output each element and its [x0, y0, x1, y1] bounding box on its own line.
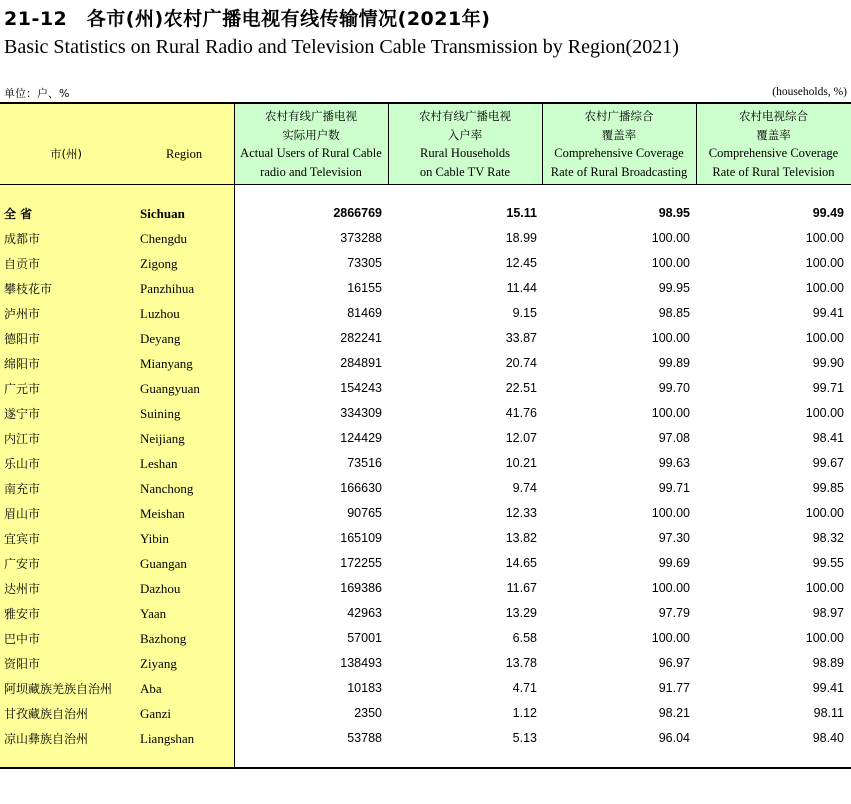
tv-coverage-value: 99.55: [812, 556, 844, 570]
cable-rate-value: 13.78: [505, 656, 537, 670]
region-name-en: Panzhihua: [140, 281, 195, 296]
tv-coverage-value: 100.00: [805, 506, 844, 520]
table-row: [0, 552, 851, 577]
header-line: 覆盖率: [601, 127, 637, 142]
actual-users-value: 334309: [340, 406, 382, 420]
region-name-cn: 宜宾市: [4, 532, 41, 546]
tv-coverage-value: 99.71: [812, 381, 844, 395]
header-line: Comprehensive Coverage: [708, 146, 839, 161]
table-row: [0, 677, 851, 702]
tv-coverage-value: 100.00: [805, 631, 844, 645]
region-name-cn: 遂宁市: [4, 407, 41, 421]
table-row: [0, 452, 851, 477]
header-line: 入户率: [447, 127, 483, 142]
cable-rate-value: 5.13: [512, 731, 537, 745]
region-name-cn: 成都市: [4, 232, 41, 246]
table-row: [0, 502, 851, 527]
broadcast-coverage-value: 96.97: [658, 656, 690, 670]
table-row: [0, 577, 851, 602]
actual-users-value: 90765: [347, 506, 382, 520]
header-broadcast-coverage: [542, 105, 696, 183]
table-row: [0, 702, 851, 727]
region-name-en: Zigong: [140, 256, 178, 271]
cable-rate-value: 11.44: [506, 281, 537, 295]
region-name-en: Sichuan: [140, 206, 185, 221]
header-line: Comprehensive Coverage: [554, 146, 684, 161]
region-name-cn: 自贡市: [4, 257, 41, 271]
tv-coverage-value: 100.00: [805, 231, 844, 245]
cable-rate-value: 1.12: [512, 706, 537, 720]
header-line: Actual Users of Rural Cable: [240, 146, 382, 161]
tv-coverage-value: 100.00: [805, 331, 844, 345]
region-name-cn: 资阳市: [4, 657, 41, 671]
tv-coverage-value: 99.49: [812, 206, 844, 220]
tv-coverage-value: 99.85: [812, 481, 844, 495]
header-line: 覆盖率: [756, 127, 791, 142]
region-name-cn: 雅安市: [4, 607, 41, 621]
broadcast-coverage-value: 100.00: [651, 256, 690, 270]
header-line: 农村广播综合: [584, 109, 654, 124]
broadcast-coverage-value: 100.00: [651, 231, 690, 245]
region-name-en: Luzhou: [140, 306, 180, 321]
actual-users-value: 154243: [340, 381, 382, 395]
region-name-en: Ganzi: [140, 706, 172, 721]
region-name-cn: 达州市: [4, 582, 41, 596]
header-line: 农村有线广播电视: [419, 109, 511, 124]
region-name-cn: 泸州市: [4, 307, 41, 321]
header-line: radio and Television: [260, 164, 362, 179]
actual-users-value: 172255: [340, 556, 382, 570]
cable-rate-value: 33.87: [505, 331, 537, 345]
broadcast-coverage-value: 100.00: [651, 331, 690, 345]
tv-coverage-value: 99.41: [812, 306, 844, 320]
table-row: [0, 352, 851, 377]
header-cable-rate: [388, 105, 542, 183]
tv-coverage-value: 99.90: [812, 356, 844, 370]
region-name-cn: 凉山彝族自治州: [4, 732, 89, 746]
region-name-en: Neijiang: [140, 431, 185, 446]
table-row: [0, 727, 851, 752]
actual-users-value: 53788: [347, 731, 382, 745]
table-row: [0, 527, 851, 552]
actual-users-value: 81469: [347, 306, 382, 320]
table-row-total: [0, 202, 851, 227]
broadcast-coverage-value: 99.69: [658, 556, 690, 570]
actual-users-value: 42963: [347, 606, 382, 620]
header-line: Rate of Rural Television: [712, 164, 835, 179]
tv-coverage-value: 98.97: [812, 606, 844, 620]
actual-users-value: 373288: [340, 231, 382, 245]
actual-users-value: 166630: [340, 481, 382, 495]
header-region-en: Region: [166, 147, 203, 161]
table-row: [0, 652, 851, 677]
actual-users-value: 169386: [340, 581, 382, 595]
region-name-en: Guangyuan: [140, 381, 200, 396]
broadcast-coverage-value: 99.71: [658, 481, 690, 495]
actual-users-value: 2866769: [333, 206, 382, 220]
cable-rate-value: 9.15: [512, 306, 537, 320]
cable-rate-value: 4.71: [512, 681, 537, 695]
broadcast-coverage-value: 99.95: [658, 281, 690, 295]
table-row: [0, 302, 851, 327]
region-name-cn: 阿坝藏族羌族自治州: [4, 682, 113, 696]
unit-label-cn: 单位：户、%: [4, 87, 70, 100]
region-name-cn: 德阳市: [4, 332, 41, 346]
header-bottom-rule: [0, 184, 851, 185]
broadcast-coverage-value: 99.70: [658, 381, 690, 395]
region-name-cn: 广元市: [4, 382, 41, 396]
region-name-en: Aba: [140, 681, 162, 696]
broadcast-coverage-value: 100.00: [651, 631, 690, 645]
cable-rate-value: 9.74: [512, 481, 537, 495]
broadcast-coverage-value: 91.77: [658, 681, 690, 695]
region-name-cn: 全 省: [4, 207, 33, 221]
broadcast-coverage-value: 97.08: [658, 431, 690, 445]
cable-rate-value: 41.76: [505, 406, 537, 420]
actual-users-value: 10183: [347, 681, 382, 695]
region-name-en: Nanchong: [140, 481, 194, 496]
broadcast-coverage-value: 97.79: [658, 606, 690, 620]
table-row: [0, 227, 851, 252]
region-name-en: Dazhou: [140, 581, 181, 596]
cable-rate-value: 13.29: [505, 606, 537, 620]
table-row: [0, 602, 851, 627]
tv-coverage-value: 98.32: [812, 531, 844, 545]
broadcast-coverage-value: 96.04: [658, 731, 690, 745]
region-name-en: Yibin: [140, 531, 169, 546]
broadcast-coverage-value: 100.00: [651, 406, 690, 420]
tv-coverage-value: 100.00: [805, 406, 844, 420]
region-name-en: Ziyang: [140, 656, 177, 671]
tv-coverage-value: 98.11: [813, 706, 844, 720]
region-name-en: Leshan: [140, 456, 178, 471]
tv-coverage-value: 98.89: [812, 656, 844, 670]
cable-rate-value: 14.65: [505, 556, 537, 570]
region-name-en: Liangshan: [140, 731, 195, 746]
table-body: [0, 202, 851, 752]
unit-label-en: (households, %): [772, 86, 847, 98]
table-row: [0, 327, 851, 352]
broadcast-coverage-value: 99.63: [658, 456, 690, 470]
broadcast-coverage-value: 98.95: [658, 206, 690, 220]
header-line: 农村有线广播电视: [265, 109, 357, 124]
tv-coverage-value: 98.40: [812, 731, 844, 745]
region-name-cn: 甘孜藏族自治州: [4, 707, 89, 721]
region-name-en: Chengdu: [140, 231, 187, 246]
actual-users-value: 124429: [340, 431, 382, 445]
region-name-cn: 眉山市: [4, 507, 41, 521]
actual-users-value: 282241: [340, 331, 382, 345]
cable-rate-value: 15.11: [506, 206, 537, 220]
broadcast-coverage-value: 97.30: [658, 531, 690, 545]
actual-users-value: 165109: [340, 531, 382, 545]
header-line: 农村电视综合: [739, 109, 808, 124]
header-city-cn: 市(州): [50, 147, 82, 161]
region-name-cn: 攀枝花市: [4, 282, 53, 296]
table-title-en: Basic Statistics on Rural Radio and Television Cable Transmission by Region(2021): [4, 36, 679, 58]
cable-rate-value: 12.45: [505, 256, 537, 270]
broadcast-coverage-value: 100.00: [651, 506, 690, 520]
region-name-en: Meishan: [140, 506, 185, 521]
header-line: on Cable TV Rate: [419, 164, 511, 179]
cable-rate-value: 6.58: [512, 631, 537, 645]
region-name-en: Mianyang: [140, 356, 193, 371]
actual-users-value: 16155: [347, 281, 382, 295]
table-row: [0, 627, 851, 652]
actual-users-value: 138493: [340, 656, 382, 670]
broadcast-coverage-value: 98.21: [658, 706, 690, 720]
actual-users-value: 284891: [340, 356, 382, 370]
actual-users-value: 57001: [347, 631, 382, 645]
region-name-cn: 内江市: [4, 432, 41, 446]
header-line: Rate of Rural Broadcasting: [550, 164, 688, 179]
tv-coverage-value: 98.41: [812, 431, 844, 445]
table-row: [0, 427, 851, 452]
region-name-cn: 广安市: [4, 557, 41, 571]
cable-rate-value: 20.74: [505, 356, 537, 370]
table-row: [0, 277, 851, 302]
header-actual-users: [234, 105, 388, 183]
region-name-en: Guangan: [140, 556, 187, 571]
broadcast-coverage-value: 98.85: [658, 306, 690, 320]
table-row: [0, 252, 851, 277]
actual-users-value: 73305: [347, 256, 382, 270]
region-name-cn: 巴中市: [4, 632, 41, 646]
cable-rate-value: 12.07: [505, 431, 537, 445]
cable-rate-value: 11.67: [506, 581, 537, 595]
actual-users-value: 2350: [354, 706, 382, 720]
tv-coverage-value: 100.00: [805, 581, 844, 595]
table-row: [0, 377, 851, 402]
cable-rate-value: 10.21: [505, 456, 537, 470]
header-line: 实际用户数: [282, 127, 340, 142]
tv-coverage-value: 100.00: [805, 281, 844, 295]
region-name-en: Yaan: [140, 606, 167, 621]
header-line: Rural Households: [420, 146, 510, 161]
cable-rate-value: 22.51: [505, 381, 537, 395]
table-row: [0, 477, 851, 502]
region-name-en: Bazhong: [140, 631, 187, 646]
tv-coverage-value: 100.00: [805, 256, 844, 270]
header-tv-coverage: [696, 105, 851, 183]
tv-coverage-value: 99.67: [812, 456, 844, 470]
table-row: [0, 402, 851, 427]
tv-coverage-value: 99.41: [812, 681, 844, 695]
region-name-cn: 乐山市: [4, 457, 41, 471]
table-title-cn: 21-12 各市(州)农村广播电视有线传输情况(2021年): [4, 8, 491, 30]
cable-rate-value: 18.99: [505, 231, 537, 245]
region-name-cn: 南充市: [4, 482, 41, 496]
cable-rate-value: 12.33: [505, 506, 537, 520]
broadcast-coverage-value: 100.00: [651, 581, 690, 595]
region-name-cn: 绵阳市: [4, 357, 41, 371]
cable-rate-value: 13.82: [505, 531, 537, 545]
actual-users-value: 73516: [347, 456, 382, 470]
region-name-en: Suining: [140, 406, 181, 421]
broadcast-coverage-value: 99.89: [658, 356, 690, 370]
region-name-en: Deyang: [140, 331, 181, 346]
table-bottom-rule: [0, 767, 851, 769]
